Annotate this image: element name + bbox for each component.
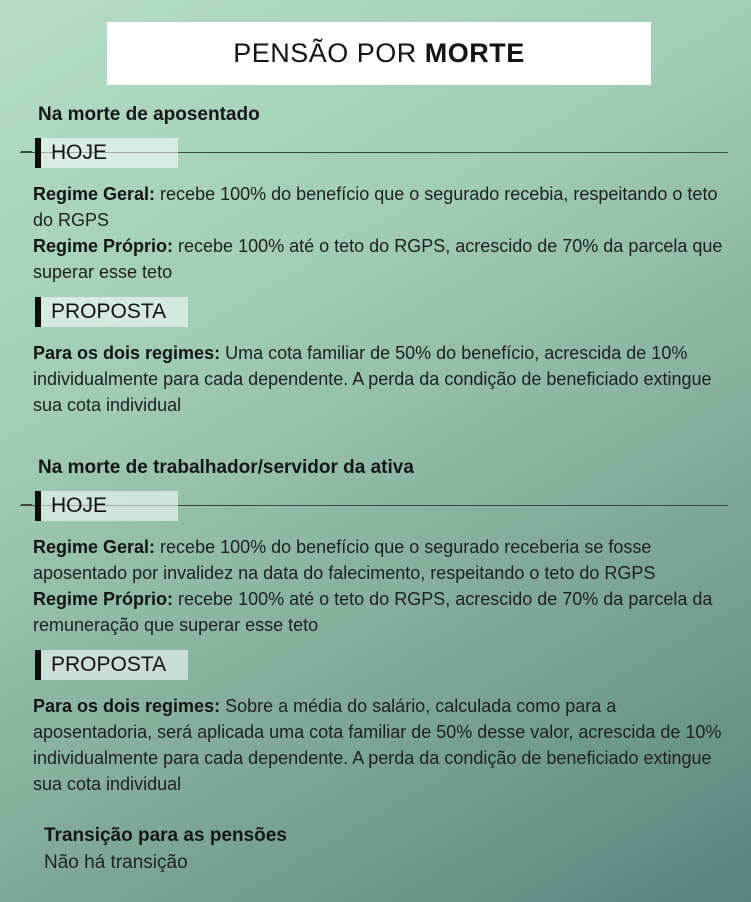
regime-proprio-text: recebe 100% até o teto do RGPS, acrescido de 70% da parcela que superar esse teto (33, 236, 723, 282)
dois-regimes-label: Para os dois regimes: (33, 343, 221, 363)
proposta-items (20, 693, 728, 797)
hoje-items (20, 181, 728, 285)
proposta-items (20, 340, 728, 418)
transition-heading: Transição para as pensões (44, 825, 287, 846)
regime-proprio-label: Regime Próprio: (33, 589, 174, 609)
hoje-tag (35, 491, 178, 521)
dois-regimes-text: Uma cota familiar de 50% do benefício, acrescida de 10% individualmente para cada dependente. A perda da condição de beneficiado extingue sua cota individual (33, 343, 712, 415)
hoje-tag-label: HOJE (51, 141, 108, 164)
regime-proprio-item (20, 233, 728, 285)
title-banner (107, 22, 651, 85)
transition-text: Não há transição (44, 852, 188, 873)
dois-regimes-item (20, 340, 728, 418)
dois-regimes-text: Sobre a média do salário, calculada como para a aposentadoria, será aplicada uma cota familiar de 50% desse valor, acrescida de 10% individualmente para cada dependente. A perda da condição de beneficiado extingue sua cota individual (33, 696, 722, 794)
regime-proprio-label: Regime Próprio: (33, 236, 174, 256)
page-title-regular: PENSÃO POR (233, 38, 425, 68)
section-block-aposentado (20, 137, 728, 424)
dois-regimes-item (20, 693, 728, 797)
regime-geral-item (20, 534, 728, 586)
page-title-bold: MORTE (424, 38, 525, 68)
proposta-tag (35, 650, 188, 680)
hoje-tag-label: HOJE (51, 494, 108, 517)
section-block-ativa (20, 490, 728, 803)
infographic-pensao-por-morte (0, 22, 751, 902)
hoje-tag (35, 138, 178, 168)
proposta-tag (35, 297, 188, 327)
proposta-tag-label: PROPOSTA (51, 300, 167, 323)
section-heading-ativa: Na morte de trabalhador/servidor da ativa (38, 457, 414, 478)
regime-geral-label: Regime Geral: (33, 537, 156, 557)
regime-geral-text: recebe 100% do benefício que o segurado recebia, respeitando o teto do RGPS (33, 184, 718, 230)
proposta-tag-label: PROPOSTA (51, 653, 167, 676)
regime-geral-text: recebe 100% do benefício que o segurado receberia se fosse aposentado por invalidez na data do falecimento, respeitando o teto do RGPS (33, 537, 656, 583)
dois-regimes-label: Para os dois regimes: (33, 696, 221, 716)
section-heading-aposentado: Na morte de aposentado (38, 104, 260, 125)
regime-geral-item (20, 181, 728, 233)
transition-note (44, 825, 751, 874)
hoje-items (20, 534, 728, 638)
page-title (233, 38, 525, 69)
regime-geral-label: Regime Geral: (33, 184, 156, 204)
regime-proprio-text: recebe 100% até o teto do RGPS, acrescido de 70% da parcela da remuneração que superar esse teto (33, 589, 713, 635)
regime-proprio-item (20, 586, 728, 638)
